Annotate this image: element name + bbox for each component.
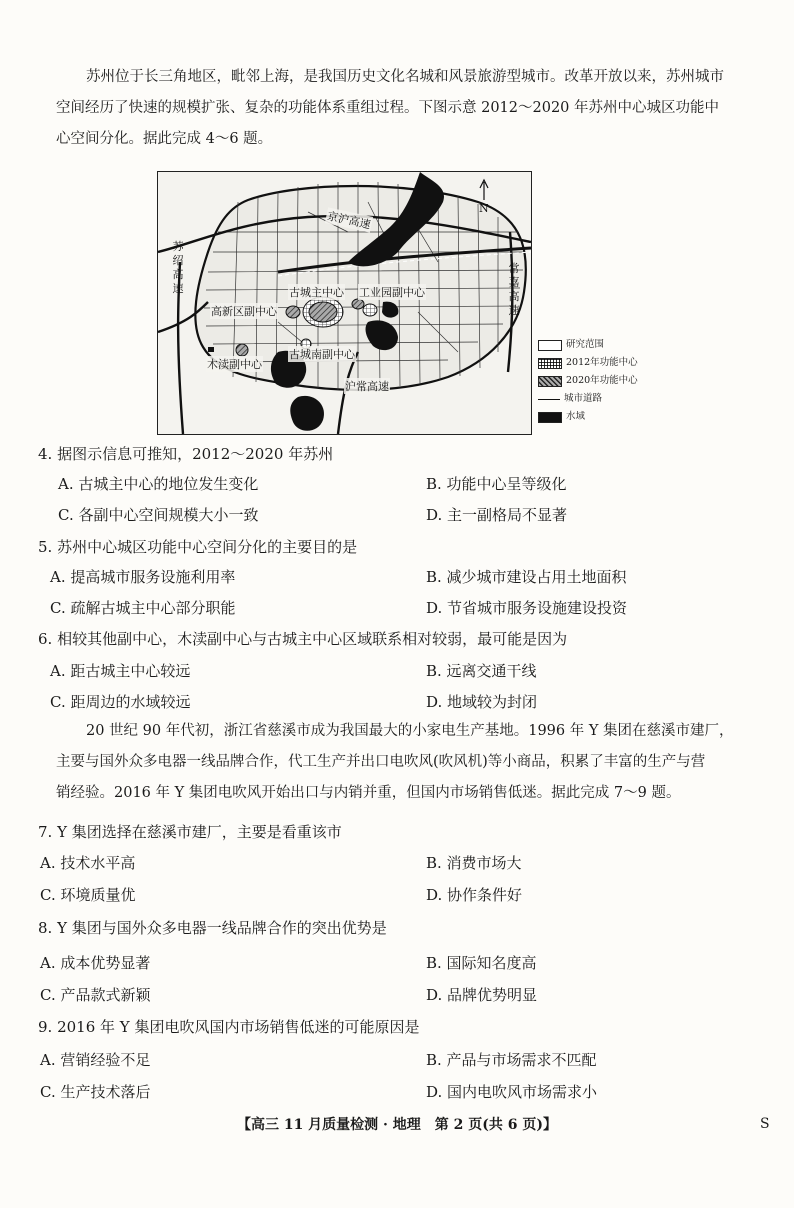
question-4-stem: 4. 据图示信息可推知，2012～2020 年苏州 [38,445,334,463]
question-5-option-b[interactable]: B. 减少城市建设占用土地面积 [426,568,627,586]
question-9-option-a[interactable]: A. 营销经验不足 [40,1051,151,1069]
legend-item-2020-center [538,372,638,390]
question-6-option-c[interactable]: C. 距周边的水域较远 [50,693,191,711]
legend-swatch [538,376,562,387]
map-legend [538,336,638,426]
passage-line: 空间经历了快速的规模扩张、复杂的功能体系重组过程。下图示意 2012～2020 年苏州中心城区功能中 [56,100,720,116]
question-8-option-c[interactable]: C. 产品款式新颖 [40,986,151,1004]
question-4-option-b[interactable]: B. 功能中心呈等级化 [426,475,567,493]
label-changjia-highway: 常嘉高速 [508,262,520,317]
question-9-option-c[interactable]: C. 生产技术落后 [40,1083,151,1101]
legend-item-road [538,390,638,408]
corner-mark: S [760,1116,770,1132]
label-hujia-highway: 沪常高速 [345,380,389,393]
passage-intro-cixi [56,716,756,809]
question-5-stem: 5. 苏州中心城区功能中心空间分化的主要目的是 [38,538,358,556]
legend-label: 城市道路 [564,393,603,404]
question-7-stem: 7. Y 集团选择在慈溪市建厂，主要是看重该市 [38,823,342,841]
label-gaoxinqu-center: 高新区副中心 [211,305,277,318]
question-4-option-a[interactable]: A. 古城主中心的地位发生变化 [58,475,259,493]
legend-swatch [538,412,562,423]
passage-intro-suzhou [56,62,756,155]
question-6-option-d[interactable]: D. 地域较为封闭 [426,693,538,711]
page-footer: 【高三 11 月质量检测 · 地理 第 2 页(共 6 页)】 [236,1117,558,1133]
passage-line: 销经验。2016 年 Y 集团电吹风开始出口与内销并重，但国内市场销售低迷。据此完成 7～9 题。 [56,785,681,801]
label-guchengnan-center: 古城南副中心 [289,348,355,361]
passage-line: 心空间分化。据此完成 4～6 题。 [56,131,273,147]
suzhou-function-center-map [157,171,532,435]
legend-swatch [538,340,562,351]
legend-label: 水域 [566,411,586,422]
label-sushao-highway: 苏绍高速 [172,240,184,295]
legend-swatch [538,358,562,369]
question-8-option-d[interactable]: D. 品牌优势明显 [426,986,538,1004]
question-8-option-a[interactable]: A. 成本优势显著 [40,954,151,972]
question-9-option-b[interactable]: B. 产品与市场需求不匹配 [426,1051,597,1069]
legend-item-2012-center [538,354,638,372]
question-6-option-b[interactable]: B. 远离交通干线 [426,662,537,680]
label-mudu-center: 木渎副中心 [207,358,262,371]
question-7-option-d[interactable]: D. 协作条件好 [426,886,523,904]
legend-label: 2020年功能中心 [566,375,638,386]
question-8-stem: 8. Y 集团与国外众多电器一线品牌合作的突出优势是 [38,919,387,937]
passage-line: 主要与国外众多电器一线品牌合作，代工生产并出口电吹风(吹风机)等小商品，积累了丰富的生产与营 [56,754,706,770]
question-7-option-a[interactable]: A. 技术水平高 [40,854,136,872]
north-arrow-icon [480,180,488,200]
question-6-option-a[interactable]: A. 距古城主中心较远 [50,662,191,680]
question-5-option-a[interactable]: A. 提高城市服务设施利用率 [50,568,236,586]
legend-item-water [538,408,638,426]
north-label: N [479,202,489,215]
label-guocheng-center: 古城主中心 [289,286,344,299]
legend-label: 2012年功能中心 [566,357,638,368]
question-5-option-d[interactable]: D. 节省城市服务设施建设投资 [426,599,628,617]
question-9-option-d[interactable]: D. 国内电吹风市场需求小 [426,1083,598,1101]
question-6-stem: 6. 相较其他副中心，木渎副中心与古城主中心区域联系相对较弱，最可能是因为 [38,630,568,648]
question-4-option-c[interactable]: C. 各副中心空间规模大小一致 [58,506,259,524]
question-4-option-d[interactable]: D. 主一副格局不显著 [426,506,568,524]
question-9-stem: 9. 2016 年 Y 集团电吹风国内市场销售低迷的可能原因是 [38,1018,420,1036]
legend-swatch [538,399,560,400]
label-jinghu-highway: 京沪高速 [325,207,373,232]
passage-line: 20 世纪 90 年代初，浙江省慈溪市成为我国最大的小家电生产基地。1996 年 Y 集团在慈溪市建厂， [86,723,734,739]
question-7-option-b[interactable]: B. 消费市场大 [426,854,522,872]
question-8-option-b[interactable]: B. 国际知名度高 [426,954,537,972]
legend-item-study-area [538,336,638,354]
passage-line: 苏州位于长三角地区，毗邻上海，是我国历史文化名城和风景旅游型城市。改革开放以来，苏州城市 [86,69,724,85]
question-7-option-c[interactable]: C. 环境质量优 [40,886,136,904]
legend-label: 研究范围 [566,339,605,350]
label-gongyeyuan-center: 工业园副中心 [359,286,425,299]
question-5-option-c[interactable]: C. 疏解古城主中心部分职能 [50,599,236,617]
